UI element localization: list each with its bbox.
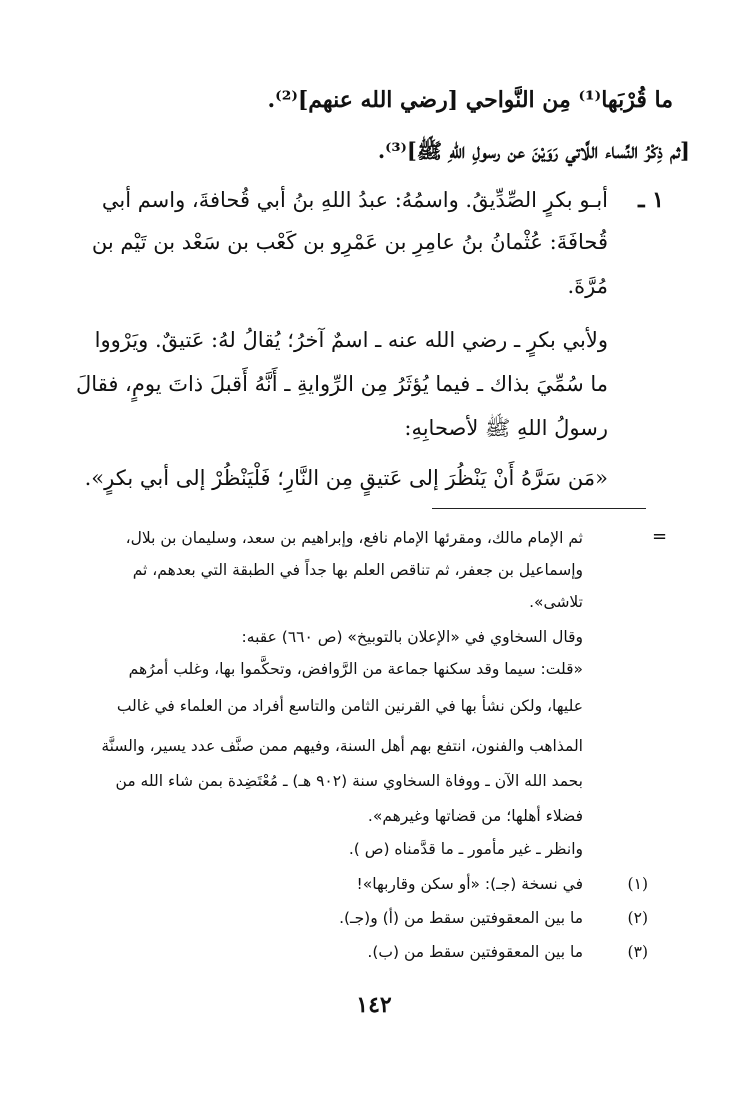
footnote-body-line-5: «قلت: سيما وقد سكنها جماعة من الرَّوافض، وتحكَّموا بها، وغلب أمرُهم (128, 660, 583, 678)
footnote-body-line-8: بحمد الله الآن ـ ووفاة السخاوي سنة (٩٠٢ هـ) ـ مُعْتَضِدة بمن شاء الله من (115, 772, 583, 790)
continuation-mark: = (652, 526, 668, 547)
footnote-text-1: في نسخة (جـ): «أو سكن وقاربها»! (356, 875, 583, 893)
footnote-separator (432, 508, 646, 509)
footnote-body-line-10: وانظر ـ غير مأمور ـ ما قدَّمناه (ص ). (348, 840, 583, 858)
footnote-number-1: (١) (627, 875, 648, 893)
footnote-body-line-6: عليها، ولكن نشأ بها في القرنين الثامن والتاسع أفراد من العلماء في غالب (116, 697, 583, 715)
footnote-text-3: ما بين المعقوفتين سقط من (ب). (367, 943, 583, 961)
footnote-body-line-9: فضلاء أهلها؛ من قضاتها وغيرهم». (367, 807, 583, 825)
paragraph-line-2: ما سُمِّيَ بذاك ـ فيما يُؤثَرُ مِن الرِّوايةِ ـ أَنَّهُ أَقبلَ ذاتَ يومٍ، فقالَ (76, 372, 608, 396)
heading-line-1: ما قُرْبَها⁽¹⁾ مِن النَّواحي [رضي الله عنهم]⁽²⁾. (267, 87, 673, 113)
footnote-body-line-7: المذاهب والفنون، انتفع بهم أهل السنة، وفيهم ممن صنَّف عدد يسير، والسنَّة (101, 737, 583, 755)
footnote-body-line-1: ثم الإمام مالك، ومقرئها الإمام نافع، وإبراهيم بن سعد، وسليمان بن بلال، (125, 529, 583, 547)
heading-line-2: [ثم ذِكْرُ النِّساء اللَّاتي رَوَيْنَ عن رسولِ اللهِ ﷺ]⁽³⁾. (377, 138, 690, 163)
footnote-body-line-2: وإسماعيل بن جعفر، ثم تناقص العلم بها جداً في الطبقة التي بعدهم، ثم (132, 561, 583, 579)
paragraph-line-1: ولأبي بكرٍ ـ رضي الله عنه ـ اسمٌ آخرُ؛ يُقالُ لهُ: عَتيقٌ. ويَرْووا (94, 328, 608, 352)
paragraph-line-3: رسولُ اللهِ ﷺ لأصحابِهِ: (404, 416, 608, 440)
hadith-quote: «مَن سَرَّهُ أَنْ يَنْظُرَ إلى عَتيقٍ مِن النَّارِ؛ فَلْيَنْظُرْ إلى أبي بكرٍ». (84, 466, 608, 490)
entry-line-2: قُحافَةَ: عُثْمانُ بنُ عامِرِ بن عَمْرِو بن كَعْب بن سَعْد بن تَيْم بن (91, 230, 608, 254)
footnote-text-2: ما بين المعقوفتين سقط من (أ) و(جـ). (339, 909, 583, 927)
entry-line-3: مُرَّةَ. (567, 274, 608, 298)
footnote-body-line-4: وقال السخاوي في «الإعلان بالتوبيخ» (ص ٦٦٠) عقبه: (241, 628, 583, 646)
footnote-body-line-3: تلاشى». (529, 593, 583, 611)
entry-number: ١ ـ (638, 187, 664, 213)
entry-line-1: أبـو بكرٍ الصِّدِّيقُ. واسمُهُ: عبدُ اللهِ بنُ أبي قُحافةَ، واسم أبي (101, 188, 608, 212)
page-number: ١٤٢ (356, 992, 392, 1018)
footnote-number-2: (٢) (627, 909, 648, 927)
footnote-number-3: (٣) (627, 943, 648, 961)
